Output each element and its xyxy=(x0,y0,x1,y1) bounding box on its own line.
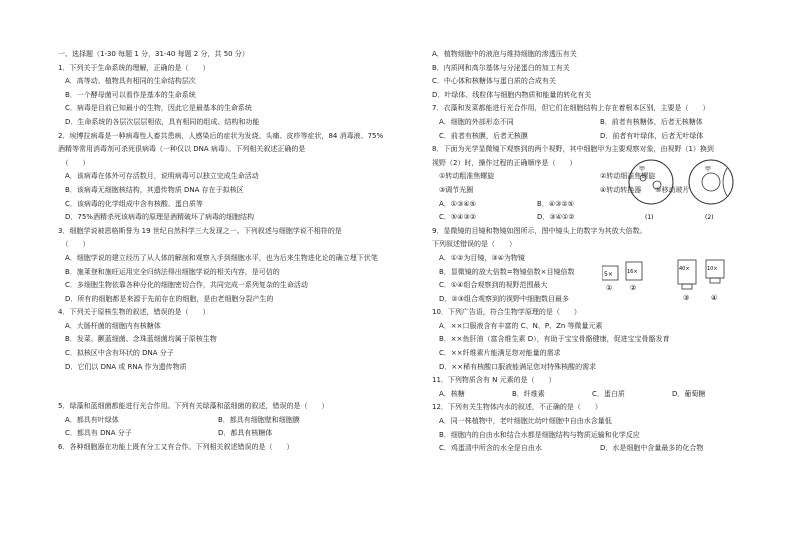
text-line: 6．各种细胞器在功能上既有分工又有合作。下列相关叙述错误的是（ ） xyxy=(58,443,294,452)
option-text: D．水是细胞中含量最多的化合物 xyxy=(600,444,704,453)
option-text: D．前者有叶绿体，后者无叶绿体 xyxy=(600,131,704,140)
microscope-fields-figure xyxy=(627,153,777,223)
objective-3-num: ③ xyxy=(683,294,690,302)
text-line: A．细胞学说的建立经历了从人体的解剖和观察入手到细胞水平，也为后来生物进化论的确立埋下伏笔 xyxy=(58,253,378,262)
text-line: C．中心体和核糖体与蛋白质的合成有关 xyxy=(432,77,556,86)
text-line: A．①②为目镜，③④为物镜 xyxy=(432,253,525,262)
text-line: B．发菜、颤蓝细菌、念珠蓝细菌均属于原核生物 xyxy=(58,335,217,344)
field-2-caption: (2) xyxy=(705,214,714,221)
text-line: 2．埃博拉病毒是一种病毒性人畜共患病，人感染后的症状为发烧、头痛、皮疹等症状，84 消毒液、75% xyxy=(58,131,384,140)
option-row xyxy=(432,442,762,456)
text-line: D．××稀有核酸口服液能满足您对特殊核酸的需求 xyxy=(432,362,597,371)
option-text: A．核糖 xyxy=(432,389,465,398)
option-row xyxy=(58,427,403,441)
option-row xyxy=(432,116,762,130)
option-row xyxy=(432,130,762,144)
text-line: B．施莱登和施旺运用完全归纳法得出细胞学说的相关内容，是可信的 xyxy=(58,267,280,276)
field-1-circle xyxy=(629,160,673,204)
option-text: A．细胞的外部形态不同 xyxy=(432,117,514,126)
text-line: D．叶绿体、线粒体与细胞内物质和能量的转化有关 xyxy=(432,90,592,99)
option-row xyxy=(432,388,762,402)
option-text: ④转动转换器 ⑤移动玻片 xyxy=(600,185,690,194)
option-text: C．⑤④③② xyxy=(432,213,476,222)
text-line: A．同一株植物中，老叶细胞比幼叶细胞中自由水含量低 xyxy=(432,417,612,426)
cell-2 xyxy=(653,181,661,189)
text-line: 7．衣藻和发菜都能进行光合作用，但它们在细胞结构上存在着根本区别，主要是（ ） xyxy=(432,104,710,113)
option-text: B．④③②⑤ xyxy=(537,199,574,208)
option-text: C．都具有 DNA 分子 xyxy=(58,429,132,438)
text-line: A．植物细胞中的液泡与维持细胞的渗透压有关 xyxy=(432,50,577,58)
text-line: C．多细胞生物依靠各种分化的细胞密切合作，共同完成一系列复杂的生命活动 xyxy=(58,281,308,290)
text-line: B．细胞内的自由水和结合水都是细胞结构与物质运输和化学反应 xyxy=(432,430,640,439)
text-line: 11．下列物质含有 N 元素的是（ ） xyxy=(432,376,556,385)
objective-3-tip xyxy=(682,284,692,289)
text-line: 3．细胞学说被恩格斯誉为 19 世纪自然科学三大发现之一。下列叙述与细胞学说不相符的是 xyxy=(58,226,342,235)
option-text: C．鸡蛋清中所含的水全是自由水 xyxy=(432,444,542,453)
eyepiece-2-mag: 16× xyxy=(627,269,638,275)
text-line: D．它们以 DNA 或 RNA 作为遗传物质 xyxy=(58,362,187,371)
option-text: A．①③④⑤ xyxy=(432,199,476,208)
text-line: B．该病毒无细胞核结构，其遗传物质 DNA 存在于拟核区 xyxy=(58,185,244,194)
text-line: C．拟核区中含有环状的 DNA 分子 xyxy=(58,349,174,358)
eyepiece-1-num: ① xyxy=(606,284,613,292)
text-line: A．××口服液含有丰富的 C、N、P、Zn 等微量元素 xyxy=(432,321,603,330)
option-text: ③调节光圈 xyxy=(432,185,474,194)
left-column xyxy=(58,48,403,455)
text-line: B．内质网和高尔基体与分泌蛋白的加工有关 xyxy=(432,63,570,72)
text-line: D．生命系统的各层次层层相依，具有相同的组成、结构和功能 xyxy=(58,117,260,126)
option-text: ①转动粗准焦螺旋 xyxy=(432,172,495,181)
cell-edge xyxy=(723,168,727,196)
option-text: C．蛋白质 xyxy=(592,389,625,398)
objective-3-mag: 40× xyxy=(679,266,690,272)
text-line: C．××纤维素片能满足您对能量的需求 xyxy=(432,349,561,358)
text-line: 8．下面为光学显微镜下观察到的两个视野，其中细胞甲为主要观察对象，由视野（1）换到 xyxy=(432,145,714,154)
field-1-caption: (1) xyxy=(645,214,654,221)
objective-4-num: ④ xyxy=(711,294,718,302)
option-text: D．③④①② xyxy=(537,213,575,222)
option-text: B．前者有核糖体，后者无核糖体 xyxy=(600,117,703,126)
text-line: A．高等动、植物具有相同的生命结构层次 xyxy=(58,77,196,86)
text-line: D．②③组合观察到的视野中细胞数目最多 xyxy=(432,294,569,303)
text-line: 视野（2）时，操作过程的正确顺序是（ ） xyxy=(432,158,577,167)
eyepiece-2-num: ② xyxy=(630,284,637,292)
text-line: 9．显微镜的目镜和物镜如图所示，图中镜头上的数字为其放大倍数。 xyxy=(432,226,647,235)
objective-3 xyxy=(678,260,696,284)
option-text: D．都具有核糖体 xyxy=(218,429,273,438)
text-line: C．病毒是目前已知最小的生物，因此它是最基本的生命系统 xyxy=(58,104,252,113)
spacer xyxy=(58,374,403,387)
text-line: A．大肠杆菌的细胞内有核糖体 xyxy=(58,321,161,330)
field-1-label: 甲 xyxy=(639,166,646,173)
option-row xyxy=(58,414,403,428)
text-line: B．××鱼肝油（富含维生素 D），有助于宝宝骨骼健康，促进宝宝骨骼发育 xyxy=(432,335,670,344)
option-text: B．都具有细胞壁和细胞膜 xyxy=(218,415,300,424)
text-line: 10．下列广告语，符合生物学原理的是（ ） xyxy=(432,308,581,317)
cell-jia-1 xyxy=(640,175,646,181)
objective-4-mag: 10× xyxy=(707,266,718,272)
text-line: 1．下列关于生命系统的理解，正确的是（ ） xyxy=(58,63,210,72)
cell-jia-2 xyxy=(702,173,720,191)
text-line: C．①④组合观察到的视野范围最大 xyxy=(432,281,548,290)
option-text: C．前者有核膜，后者无核膜 xyxy=(432,131,528,140)
lenses-figure xyxy=(602,256,752,304)
text-line: 4．下列关于原核生物的叙述，错误的是（ ） xyxy=(58,308,210,317)
text-line: 5．绿藻和蓝细菌都能进行光合作用。下列有关绿藻和蓝细菌的叙述，错误的是（ ） xyxy=(58,402,329,411)
option-text: ②转动细准焦螺旋 xyxy=(600,172,656,181)
eyepiece-1-mag: 5× xyxy=(604,271,613,278)
text-line: 下列叙述错误的是（ ） xyxy=(432,240,516,249)
objective-4-tip xyxy=(710,278,720,283)
text-line: A．该病毒在体外可存活数月，说明病毒可以独立完成生命活动 xyxy=(58,172,259,181)
text-line: C．该病毒的化学组成中含有核酸、蛋白质等 xyxy=(58,199,203,208)
option-text: D．葡萄糖 xyxy=(672,389,706,398)
text-line: D．所有的细胞都是来源于先前存在的细胞，是由老细胞分裂产生的 xyxy=(58,294,274,303)
right-column xyxy=(432,48,762,456)
text-line: 酒精等常用消毒剂可杀死很病毒（一种仅以 DNA 病毒）。下列相关叙述正确的是 xyxy=(58,145,306,154)
text-line: D．75%酒精杀死该病毒的原理是酒精破坏了病毒的细胞结构 xyxy=(58,213,254,222)
field-2-label: 甲 xyxy=(705,166,712,173)
text-line: 12．下列有关生物体内水的叙述，不正确的是（ ） xyxy=(432,403,602,412)
text-line: B．一个酵母菌可以看作是基本的生命系统 xyxy=(58,90,196,99)
option-text: A．都具有叶绿体 xyxy=(58,415,119,424)
text-line: （ ） xyxy=(58,158,90,167)
text-line: （ ） xyxy=(58,240,90,249)
option-text: B．纤维素 xyxy=(512,389,545,398)
text-line: 一、选择题（1-30 每题 1 分，31-40 每题 2 分，共 50 分） xyxy=(58,50,249,58)
text-line: B．显微镜的放大倍数=物镜倍数×目镜倍数 xyxy=(432,267,575,276)
spacer xyxy=(58,387,403,400)
